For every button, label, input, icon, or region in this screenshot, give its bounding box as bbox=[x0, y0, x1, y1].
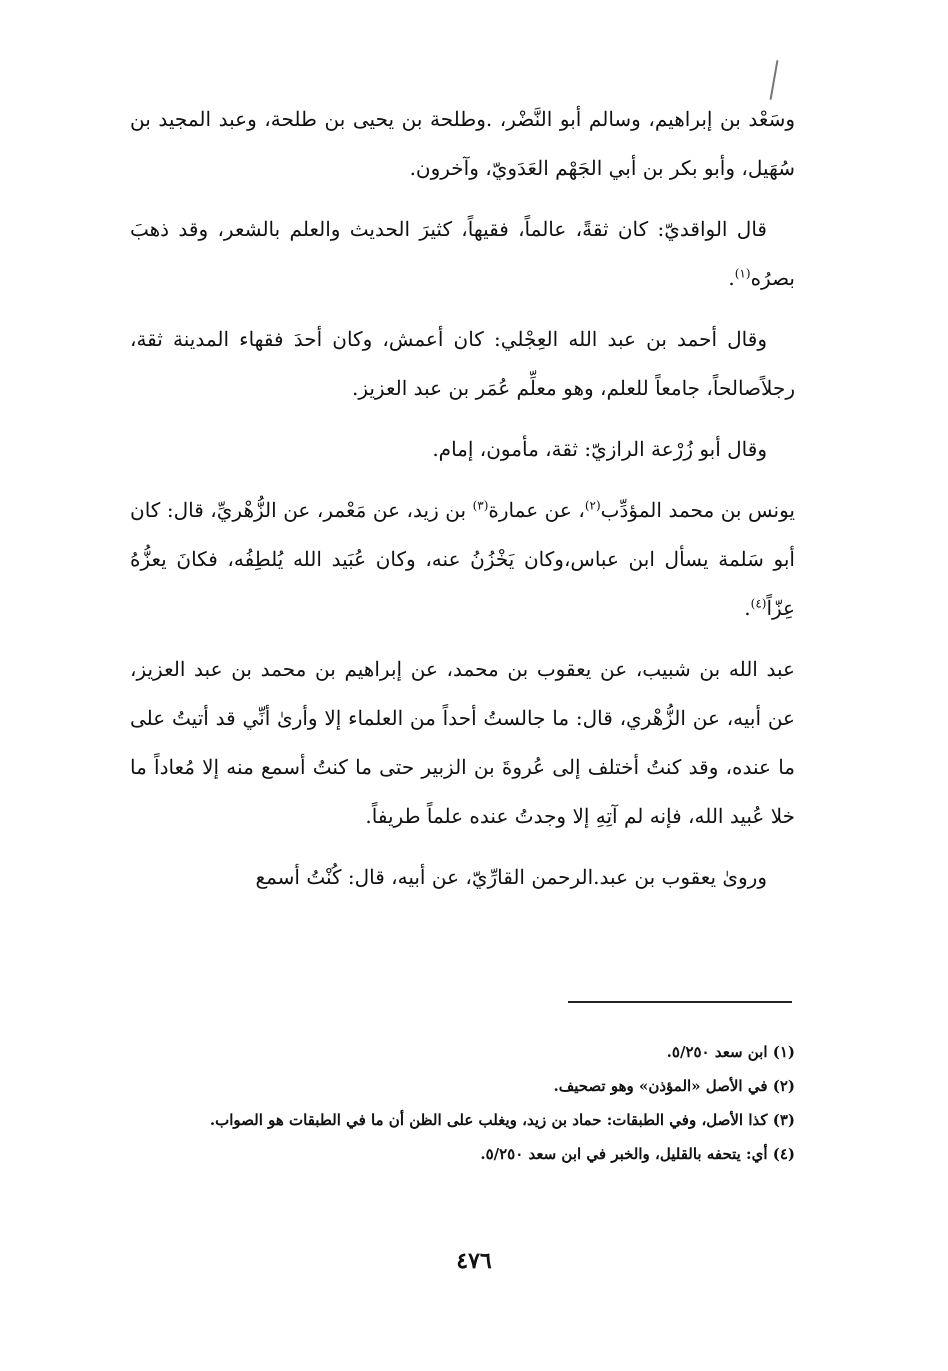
footnote-2: (٢) في الأصل «المؤذن» وهو تصحيف. bbox=[553, 1077, 795, 1095]
footnote-4: (٤) أي: يتحفه بالقليل، والخبر في ابن سعد ٥/٢٥٠. bbox=[480, 1145, 795, 1163]
main-text bbox=[130, 95, 795, 914]
footnotes bbox=[130, 1035, 795, 1171]
paragraph-text: وقال أحمد بن عبد الله العِجْلي: كان أعمش، وكان أحدَ فقهاء المدينة ثقة، رجلاًصالحاً، جامعاً للعلم، وهو معلِّم عُمَر بن عبد العزيز. bbox=[130, 327, 795, 400]
footnote-ref-2: (٢) bbox=[584, 498, 601, 513]
pen-stroke-mark bbox=[770, 60, 779, 100]
paragraph-5 bbox=[130, 486, 795, 633]
footnote-ref-4: (٤) bbox=[750, 596, 767, 611]
paragraph-text: بن زيد، عن مَعْمر، عن الزُّهْريِّ، قال: كان أبو سَلمة يسأل ابن عباس،وكان يَخْزُنُ عنه، وكان عُبَيد الله يُلطِفُه، فكانَ يعزُّهُ عِزّاً bbox=[130, 498, 795, 620]
paragraph-2 bbox=[130, 205, 795, 303]
footnote-3: (٣) كذا الأصل، وفي الطبقات: حماد بن زيد، ويغلب على الظن أن ما في الطبقات هو الصواب. bbox=[209, 1111, 795, 1129]
paragraph-6 bbox=[130, 645, 795, 841]
paragraph-4 bbox=[130, 425, 795, 474]
paragraph-text: يونس بن محمد المؤدِّب bbox=[600, 498, 795, 522]
paragraph-7 bbox=[130, 853, 795, 902]
footnote-separator bbox=[568, 1001, 792, 1003]
footnote-ref-1: (١) bbox=[734, 266, 751, 281]
paragraph-text: وروىٰ يعقوب بن عبد.الرحمن القارِّيّ، عن أبيه، قال: كُنْتُ أسمع bbox=[255, 865, 767, 889]
page-number: ٤٧٦ bbox=[456, 1248, 492, 1274]
footnote-1: (١) ابن سعد ٥/٢٥٠. bbox=[666, 1043, 795, 1061]
paragraph-3 bbox=[130, 315, 795, 413]
paragraph-text: . bbox=[744, 596, 751, 620]
paragraph-text: ، عن عمارة bbox=[488, 498, 585, 522]
paragraph-text: وقال أبو زُرْعة الرازيّ: ثقة، مأمون، إمام. bbox=[432, 437, 767, 461]
paragraph-text: قال الواقديّ: كان ثقةً، عالماً، فقيهاً، كثيرَ الحديث والعلم بالشعر، وقد ذهبَ بصرُه bbox=[130, 217, 795, 290]
paragraph-1 bbox=[130, 95, 795, 193]
paragraph-text: . bbox=[728, 266, 735, 290]
paragraph-text: عبد الله بن شبيب، عن يعقوب بن محمد، عن إبراهيم بن محمد بن عبد العزيز، عن أبيه، عن الزُّهْري، قال: ما جالستُ أحداً من العلماء إلا وأرىٰ أنِّي قد أتيتُ على ما عنده، وقد كنتُ أختلف إلى عُروةَ بن الزبير حتى ما كنتُ أسمع منه إلا مُعاداً ما خلا عُبيد الله، فإنه لم آتِهِ إلا وجدتُ عنده علماً طريفاً. bbox=[130, 657, 795, 828]
paragraph-text: وسَعْد بن إبراهيم، وسالم أبو النَّضْر، .وطلحة بن يحيى بن طلحة، وعبد المجيد بن سُهَيل، وأبو بكر بن أبي الجَهْم العَدَويّ، وآخرون. bbox=[130, 107, 795, 180]
footnote-ref-3: (٣) bbox=[472, 498, 489, 513]
